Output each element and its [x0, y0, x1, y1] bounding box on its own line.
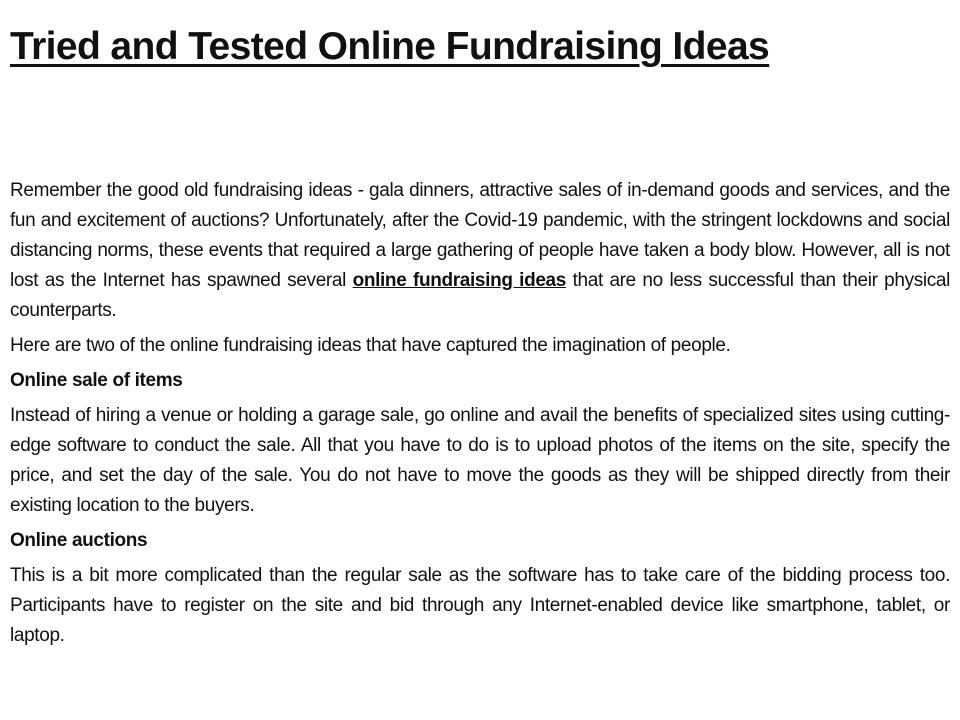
- page-title: Tried and Tested Online Fundraising Ideas: [10, 25, 770, 68]
- intro-paragraph: [10, 176, 950, 326]
- document-page: [10, 0, 950, 656]
- section-text-online-auctions: This is a bit more complicated than the regular sale as the software has to take care of the bidding process too. Participants have to register on the site and bid through any Internet-enabled device like smartphone, tablet, or laptop.: [10, 565, 950, 646]
- section-text-online-sale: Instead of hiring a venue or holding a garage sale, go online and avail the benefits of specialized sites using cutting-edge software to conduct the sale. All that you have to do is to upload photos of the items on the site, specify the price, and set the day of the sale. You do not have to move the goods as they will be shipped directly from their existing location to the buyers.: [10, 405, 950, 516]
- online-fundraising-ideas-link[interactable]: online fundraising ideas: [352, 270, 566, 291]
- section-heading-online-auctions: Online auctions: [10, 530, 148, 551]
- intro-text-after-link: that are no less successful than their physical counterparts.: [10, 270, 950, 321]
- section-heading-online-sale: Online sale of items: [10, 370, 183, 391]
- document-body: [10, 176, 950, 651]
- lead-paragraph: Here are two of the online fundraising ideas that have captured the imagination of people.: [10, 335, 731, 356]
- intro-text-before-link: Remember the good old fundraising ideas - gala dinners, attractive sales of in-demand goods and services, and the fun and excitement of auctions? Unfortunately, after the Covid-19 pandemic, with the stringent lockdowns and social distancing norms, these events that required a large gathering of people have taken a body blow. However, all is not lost as the Internet has spawned several: [10, 180, 950, 291]
